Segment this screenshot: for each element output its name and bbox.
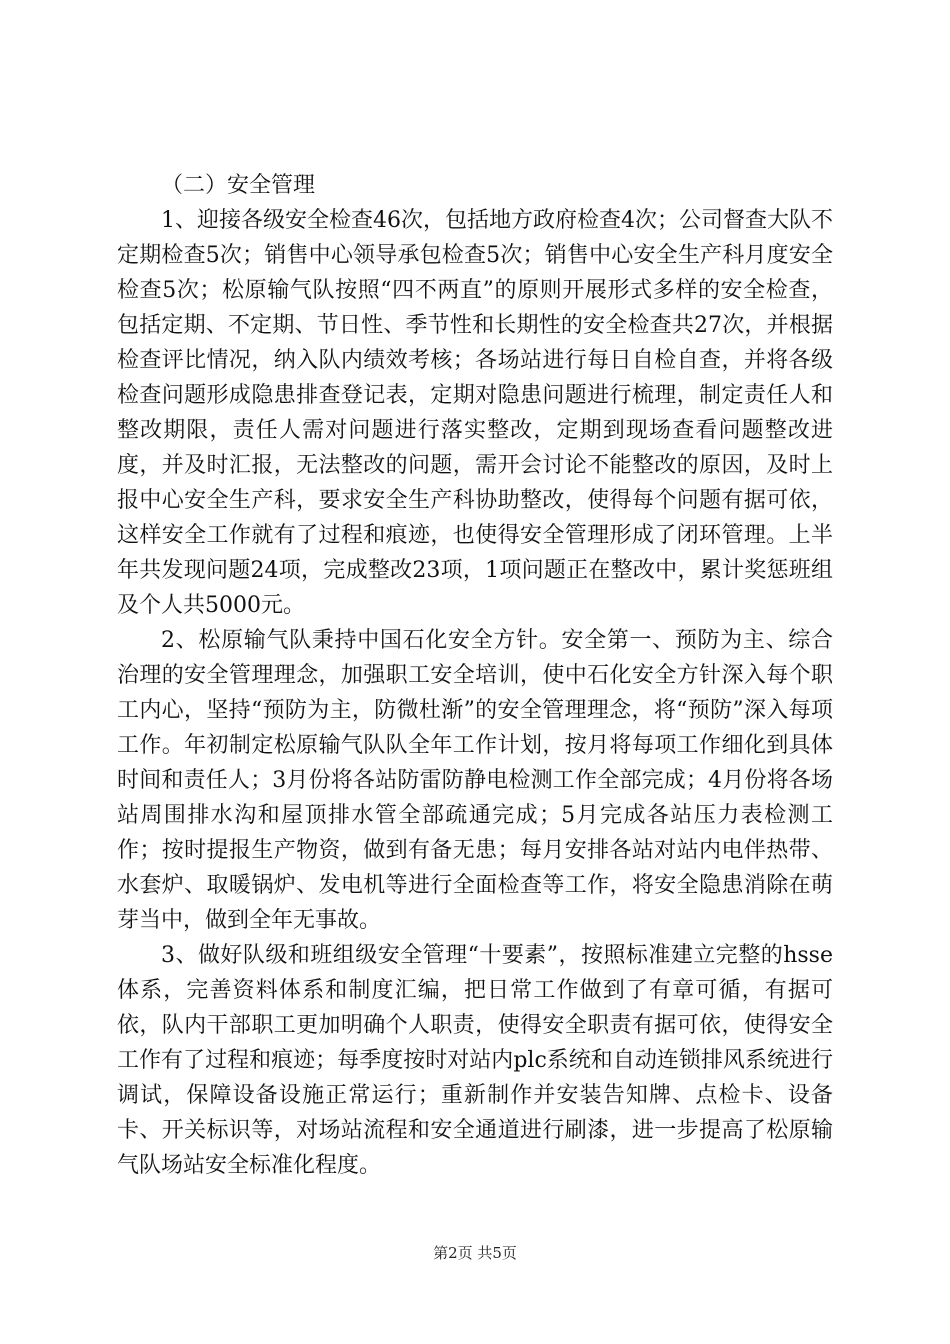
paragraph-2: 2、松原输气队秉持中国石化安全方针。安全第一、预防为主、综合治理的安全管理理念，加强职工安全培训，使中石化安全方针深入每个职工内心，坚持“预防为主，防微杜渐”的安全管理理念，将“预防”深入每项工作。年初制定松原输气队队全年工作计划，按月将每项工作细化到具体时间和责任人；3月份将各站防雷防静电检测工作全部完成；4月份将各场站周围排水沟和屋顶排水管全部疏通完成；5月完成各站压力表检测工作；按时提报生产物资，做到有备无患；每月安排各站对站内电伴热带、水套炉、取暖锅炉、发电机等进行全面检查等工作，将安全隐患消除在萌芽当中，做到全年无事故。 xyxy=(117,628,833,933)
page-number-footer: 第2页 共5页 xyxy=(433,1244,517,1262)
document-body xyxy=(117,168,833,1183)
paragraph-1: 1、迎接各级安全检查46次，包括地方政府检查4次；公司督查大队不定期检查5次；销售中心领导承包检查5次；销售中心安全生产科月度安全检查5次；松原输气队按照“四不两直”的原则开展形式多样的安全检查，包括定期、不定期、节日性、季节性和长期性的安全检查共27次，并根据检查评比情况，纳入队内绩效考核；各场站进行每日自检自查，并将各级检查问题形成隐患排查登记表，定期对隐患问题进行梳理，制定责任人和整改期限，责任人需对问题进行落实整改，定期到现场查看问题整改进度，并及时汇报，无法整改的问题，需开会讨论不能整改的原因，及时上报中心安全生产科，要求安全生产科协助整改，使得每个问题有据可依，这样安全工作就有了过程和痕迹，也使得安全管理形成了闭环管理。上半年共发现问题24项，完成整改23项，1项问题正在整改中，累计奖惩班组及个人共5000元。 xyxy=(117,208,833,618)
paragraph-3: 3、做好队级和班组级安全管理“十要素”，按照标准建立完整的hsse体系，完善资料体系和制度汇编，把日常工作做到了有章可循，有据可依，队内干部职工更加明确个人职责，使得安全职责有据可依，使得安全工作有了过程和痕迹；每季度按时对站内plc系统和自动连锁排风系统进行调试，保障设备设施正常运行；重新制作并安装告知牌、点检卡、设备卡、开关标识等，对场站流程和安全通道进行刷漆，进一步提高了松原输气队场站安全标准化程度。 xyxy=(117,943,833,1178)
section-heading: （二）安全管理 xyxy=(161,173,316,198)
